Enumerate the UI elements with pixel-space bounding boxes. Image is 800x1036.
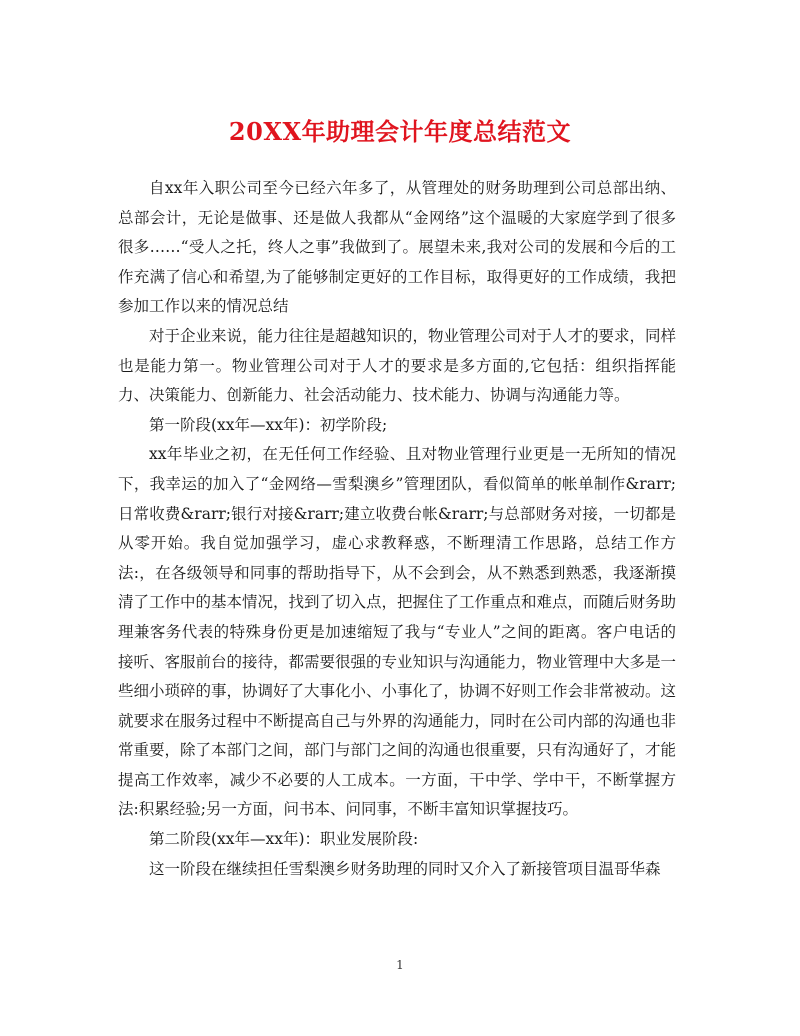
document-title: 20XX年助理会计年度总结范文 [228, 117, 572, 146]
paragraph-stage-two: 这一阶段在继续担任雪梨澳乡财务助理的同时又介入了新接管项目温哥华森 [149, 859, 661, 878]
paragraph-ability: 对于企业来说，能力往往是超越知识的，物业管理公司对于人才的要求，同样也是能力第一。物业管理公司对于人才的要求是多方面的,它包括：组织指挥能力、决策能力、创新能力、社会活动能力、技术能力、协调与沟通能力等。 [118, 326, 677, 405]
page-number: 1 [396, 958, 404, 972]
paragraph-stage-one-heading: 第一阶段(xx年—xx年)：初学阶段; [149, 415, 388, 434]
paragraph-stage-two-heading: 第二阶段(xx年—xx年)：职业发展阶段: [149, 830, 419, 849]
document-body [118, 174, 676, 884]
paragraph-stage-one: xx年毕业之初，在无任何工作经验、且对物业管理行业更是一无所知的情况下，我幸运的加入了“金网络—雪梨澳乡”管理团队，看似简单的帐单制作&rarr;日常收费&rarr;银行对接&rarr;建立收费台帐&rarr;与总部财务对接，一切都是从零开始。我自觉加强学习，虚心求教释惑，不断理清工作思路，总结工作方法:，在各级领导和同事的帮助指导下，从不会到会，从不熟悉到熟悉，我逐渐摸清了工作中的基本情况，找到了切入点，把握住了工作重点和难点，而随后财务助理兼客务代表的特殊身份更是加速缩短了我与“专业人”之间的距离。客户电话的接听、客服前台的接待，都需要很强的专业知识与沟通能力，物业管理中大多是一些细小琐碎的事，协调好了大事化小、小事化了，协调不好则工作会非常被动。这就要求在服务过程中不断提高自己与外界的沟通能力，同时在公司内部的沟通也非常重要，除了本部门之间，部门与部门之间的沟通也很重要，只有沟通好了，才能提高工作效率，减少不必要的人工成本。一方面，干中学、学中干，不断掌握方法:积累经验;另一方面，问书本、问同事，不断丰富知识掌握技巧。 [118, 445, 677, 819]
paragraph-intro: 自xx年入职公司至今已经六年多了，从管理处的财务助理到公司总部出纳、总部会计，无论是做事、还是做人我都从“金网络”这个温暖的大家庭学到了很多很多……“受人之托，终人之事”我做到了。展望未来,我对公司的发展和今后的工作充满了信心和希望,为了能够制定更好的工作目标，取得更好的工作成绩，我把参加工作以来的情况总结 [118, 179, 676, 316]
